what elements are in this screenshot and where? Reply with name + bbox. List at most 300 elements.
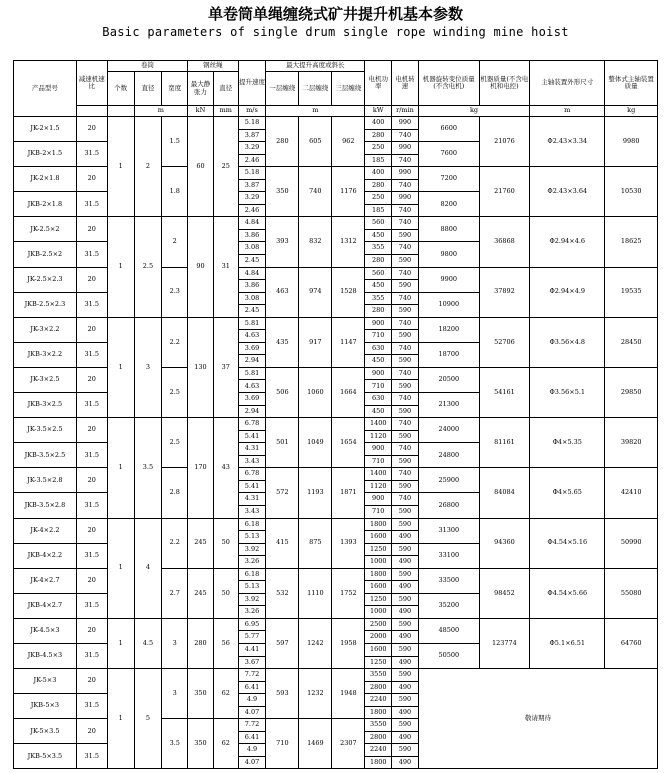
lift-3-cell: 1147 — [332, 317, 365, 367]
ratio-cell: 31.5 — [76, 593, 107, 618]
motor-power-cell: 900 — [365, 443, 392, 456]
rope-diameter-cell: 25 — [213, 117, 238, 217]
ratio-cell: 20 — [76, 317, 107, 342]
model-cell: JKB-3.5×2.8 — [14, 493, 77, 518]
drum-width-cell: 3 — [162, 618, 188, 668]
shaft-size-cell: Φ2.94×4.9 — [530, 267, 605, 317]
motor-power-cell: 355 — [365, 242, 392, 255]
shaft-size-cell: Φ4.54×5.66 — [530, 568, 605, 618]
motor-power-cell: 710 — [365, 380, 392, 393]
lift-2-cell: 1242 — [299, 618, 332, 668]
motor-power-cell: 1000 — [365, 556, 392, 569]
lift-3-cell: 2307 — [332, 719, 365, 769]
drum-width-cell: 2.7 — [162, 568, 188, 618]
shaft-size-cell: Φ3.56×4.8 — [530, 317, 605, 367]
rope-tension-cell: 350 — [188, 719, 214, 769]
rope-diameter-cell: 50 — [213, 568, 238, 618]
lift-2-cell: 875 — [299, 518, 332, 568]
drum-width-cell: 2.3 — [162, 267, 188, 317]
model-cell: JK-4×2.2 — [14, 518, 77, 543]
machine-mass-cell: 21760 — [479, 167, 529, 217]
motor-speed-cell: 590 — [392, 719, 419, 732]
motor-speed-cell: 990 — [392, 192, 419, 205]
speed-cell: 7.72 — [238, 719, 266, 732]
speed-cell: 5.18 — [238, 167, 266, 180]
ratio-cell: 31.5 — [76, 342, 107, 367]
lift-2-cell: 1110 — [299, 568, 332, 618]
motor-power-cell: 185 — [365, 204, 392, 217]
unit-shaft-size: m — [530, 106, 605, 117]
lift-1-cell: 532 — [266, 568, 299, 618]
shaft-size-cell: Φ5.1×6.51 — [530, 618, 605, 668]
speed-cell: 2.94 — [238, 355, 266, 368]
motor-power-cell: 400 — [365, 117, 392, 130]
motor-power-cell: 630 — [365, 393, 392, 406]
motor-power-cell: 560 — [365, 217, 392, 230]
lift-3-cell: 1871 — [332, 468, 365, 518]
motor-speed-cell: 740 — [392, 242, 419, 255]
page-subtitle: Basic parameters of single drum single rope winding mine hoist — [102, 25, 569, 39]
rope-diameter-cell: 37 — [213, 317, 238, 417]
motor-speed-cell: 590 — [392, 669, 419, 682]
motor-power-cell: 1120 — [365, 430, 392, 443]
motor-power-cell: 250 — [365, 142, 392, 155]
model-cell: JKB-2.5×2 — [14, 242, 77, 267]
motor-power-cell: 2800 — [365, 731, 392, 744]
header-drum-count: 个数 — [107, 72, 134, 106]
table-row — [14, 117, 658, 130]
motor-speed-cell: 590 — [392, 229, 419, 242]
ratio-cell: 31.5 — [76, 493, 107, 518]
lift-1-cell: 710 — [266, 719, 299, 769]
lift-3-cell: 1664 — [332, 367, 365, 417]
unit-mass: kg — [418, 106, 529, 117]
model-cell: JKB-3×2.5 — [14, 393, 77, 418]
motor-power-cell: 1600 — [365, 531, 392, 544]
motor-power-cell: 2000 — [365, 631, 392, 644]
drum-diameter-cell: 3.5 — [134, 418, 162, 518]
motor-power-cell: 900 — [365, 317, 392, 330]
speed-cell: 5.13 — [238, 581, 266, 594]
header-lift-1: 一层缠绕 — [266, 72, 299, 106]
header-lift: 最大提升高度或斜长 — [266, 61, 365, 72]
drum-width-cell: 3 — [162, 669, 188, 719]
speed-cell: 6.18 — [238, 518, 266, 531]
model-cell: JK-3×2.5 — [14, 367, 77, 392]
speed-cell: 4.31 — [238, 493, 266, 506]
lift-1-cell: 350 — [266, 167, 299, 217]
speed-cell: 6.78 — [238, 418, 266, 431]
ratio-cell: 20 — [76, 568, 107, 593]
drum-width-cell: 1.8 — [162, 167, 188, 217]
ratio-cell: 20 — [76, 719, 107, 744]
lift-1-cell: 506 — [266, 367, 299, 417]
speed-cell: 3.69 — [238, 393, 266, 406]
speed-cell: 3.87 — [238, 179, 266, 192]
ratio-cell: 20 — [76, 367, 107, 392]
motor-speed-cell: 990 — [392, 167, 419, 180]
unit-rope-dia: mm — [213, 106, 238, 117]
rot-mass-cell: 6600 — [418, 117, 479, 142]
motor-speed-cell: 590 — [392, 305, 419, 318]
ratio-cell: 20 — [76, 217, 107, 242]
motor-power-cell: 1600 — [365, 581, 392, 594]
motor-speed-cell: 590 — [392, 380, 419, 393]
machine-mass-cell: 84084 — [479, 468, 529, 518]
motor-speed-cell: 740 — [392, 217, 419, 230]
lift-2-cell: 917 — [299, 317, 332, 367]
motor-speed-cell: 490 — [392, 756, 419, 769]
rope-diameter-cell: 62 — [213, 669, 238, 719]
rot-mass-cell: 20500 — [418, 367, 479, 392]
speed-cell: 4.63 — [238, 330, 266, 343]
motor-speed-cell: 740 — [392, 468, 419, 481]
model-cell: JK-2.5×2.3 — [14, 267, 77, 292]
lift-3-cell: 1528 — [332, 267, 365, 317]
speed-cell: 3.43 — [238, 505, 266, 518]
shaft-mass-cell: 28450 — [605, 317, 658, 367]
lift-3-cell: 1948 — [332, 669, 365, 719]
lift-3-cell: 1393 — [332, 518, 365, 568]
motor-speed-cell: 590 — [392, 455, 419, 468]
motor-speed-cell: 490 — [392, 581, 419, 594]
unit-motor-speed: r/min — [392, 106, 419, 117]
machine-mass-cell: 123774 — [479, 618, 529, 668]
drum-diameter-cell: 3 — [134, 317, 162, 417]
drum-width-cell: 3.5 — [162, 719, 188, 769]
motor-speed-cell: 740 — [392, 292, 419, 305]
motor-speed-cell: 490 — [392, 556, 419, 569]
lift-2-cell: 740 — [299, 167, 332, 217]
speed-cell: 3.69 — [238, 342, 266, 355]
speed-cell: 3.26 — [238, 606, 266, 619]
lift-1-cell: 463 — [266, 267, 299, 317]
motor-speed-cell: 490 — [392, 731, 419, 744]
model-cell: JKB-5×3.5 — [14, 744, 77, 769]
motor-power-cell: 2240 — [365, 744, 392, 757]
motor-speed-cell: 740 — [392, 443, 419, 456]
motor-power-cell: 355 — [365, 292, 392, 305]
parameter-table — [13, 60, 658, 769]
header-machine-mass: 机器质量(不含电机和电控) — [479, 61, 529, 106]
shaft-mass-cell: 9980 — [605, 117, 658, 167]
rope-tension-cell: 60 — [188, 117, 214, 217]
shaft-size-cell: Φ3.56×5.1 — [530, 367, 605, 417]
model-cell: JK-5×3.5 — [14, 719, 77, 744]
unit-drum: m — [134, 106, 188, 117]
table-row — [14, 618, 658, 631]
lift-2-cell: 1193 — [299, 468, 332, 518]
rot-mass-cell: 21300 — [418, 393, 479, 418]
speed-cell: 3.29 — [238, 192, 266, 205]
rope-tension-cell: 245 — [188, 568, 214, 618]
header-rope-tension: 最大静张力 — [188, 72, 214, 106]
rot-mass-cell: 48500 — [418, 618, 479, 643]
speed-cell: 5.41 — [238, 430, 266, 443]
drum-width-cell: 2.5 — [162, 418, 188, 468]
speed-cell: 4.63 — [238, 380, 266, 393]
motor-power-cell: 1800 — [365, 568, 392, 581]
rot-mass-cell: 8800 — [418, 217, 479, 242]
motor-power-cell: 560 — [365, 267, 392, 280]
drum-width-cell: 2.5 — [162, 367, 188, 417]
motor-speed-cell: 740 — [392, 418, 419, 431]
motor-speed-cell: 590 — [392, 505, 419, 518]
header-rope: 钢丝绳 — [188, 61, 238, 72]
machine-mass-cell: 36868 — [479, 217, 529, 267]
drum-width-cell: 1.5 — [162, 117, 188, 167]
speed-cell: 3.92 — [238, 543, 266, 556]
shaft-mass-cell: 42410 — [605, 468, 658, 518]
motor-speed-cell: 490 — [392, 706, 419, 719]
ratio-cell: 31.5 — [76, 393, 107, 418]
machine-mass-cell: 52706 — [479, 317, 529, 367]
motor-power-cell: 400 — [365, 167, 392, 180]
drum-count-cell: 1 — [107, 618, 134, 668]
motor-power-cell: 280 — [365, 305, 392, 318]
drum-diameter-cell: 5 — [134, 669, 162, 769]
drum-count-cell: 1 — [107, 117, 134, 217]
lift-2-cell: 1469 — [299, 719, 332, 769]
lift-1-cell: 393 — [266, 217, 299, 267]
header-rope-diameter: 直径 — [213, 72, 238, 106]
machine-mass-cell: 21076 — [479, 117, 529, 167]
shaft-mass-cell: 18625 — [605, 217, 658, 267]
lift-1-cell: 597 — [266, 618, 299, 668]
rot-mass-cell: 33100 — [418, 543, 479, 568]
unit-lift: m — [266, 106, 365, 117]
speed-cell: 3.87 — [238, 129, 266, 142]
motor-speed-cell: 740 — [392, 154, 419, 167]
ratio-cell: 20 — [76, 418, 107, 443]
motor-power-cell: 3550 — [365, 719, 392, 732]
rot-mass-cell: 18700 — [418, 342, 479, 367]
machine-mass-cell: 94360 — [479, 518, 529, 568]
speed-cell: 3.08 — [238, 292, 266, 305]
model-cell: JKB-2.5×2.3 — [14, 292, 77, 317]
header-lift-3: 三层缠绕 — [332, 72, 365, 106]
model-cell: JK-3.5×2.8 — [14, 468, 77, 493]
motor-power-cell: 185 — [365, 154, 392, 167]
motor-power-cell: 1250 — [365, 656, 392, 669]
rot-mass-cell: 35200 — [418, 593, 479, 618]
drum-count-cell: 1 — [107, 317, 134, 417]
motor-power-cell: 2800 — [365, 681, 392, 694]
machine-mass-cell: 37892 — [479, 267, 529, 317]
motor-speed-cell: 990 — [392, 117, 419, 130]
unit-drum-count — [107, 106, 134, 117]
motor-speed-cell: 590 — [392, 330, 419, 343]
unit-motor-power: kW — [365, 106, 392, 117]
motor-speed-cell: 740 — [392, 179, 419, 192]
unit-speed: m/s — [238, 106, 266, 117]
speed-cell: 6.78 — [238, 468, 266, 481]
rope-tension-cell: 245 — [188, 518, 214, 568]
header-lift-2: 二层缠绕 — [299, 72, 332, 106]
lift-2-cell: 1049 — [299, 418, 332, 468]
speed-cell: 3.86 — [238, 229, 266, 242]
speed-cell: 4.31 — [238, 443, 266, 456]
motor-speed-cell: 740 — [392, 129, 419, 142]
motor-speed-cell: 590 — [392, 543, 419, 556]
rot-mass-cell: 31300 — [418, 518, 479, 543]
motor-speed-cell: 490 — [392, 606, 419, 619]
rope-tension-cell: 90 — [188, 217, 214, 317]
shaft-size-cell: Φ4.54×5.16 — [530, 518, 605, 568]
ratio-cell: 20 — [76, 518, 107, 543]
rope-diameter-cell: 62 — [213, 719, 238, 769]
speed-cell: 5.81 — [238, 367, 266, 380]
rope-diameter-cell: 56 — [213, 618, 238, 668]
rot-mass-cell: 7600 — [418, 142, 479, 167]
motor-power-cell: 450 — [365, 229, 392, 242]
motor-power-cell: 2500 — [365, 618, 392, 631]
speed-cell: 4.07 — [238, 706, 266, 719]
header-speed: 提升速度 — [238, 61, 266, 106]
page-title: 单卷筒单绳缠绕式矿井提升机基本参数 — [207, 5, 463, 23]
header-shaft-size: 主轴装置外形尺寸 — [530, 61, 605, 106]
speed-cell: 5.77 — [238, 631, 266, 644]
motor-power-cell: 710 — [365, 330, 392, 343]
lift-1-cell: 572 — [266, 468, 299, 518]
model-cell: JK-3×2.2 — [14, 317, 77, 342]
ratio-cell: 31.5 — [76, 292, 107, 317]
motor-speed-cell: 490 — [392, 531, 419, 544]
rot-mass-cell: 26800 — [418, 493, 479, 518]
lift-2-cell: 1060 — [299, 367, 332, 417]
ratio-cell: 31.5 — [76, 443, 107, 468]
speed-cell: 4.84 — [238, 217, 266, 230]
ratio-cell: 31.5 — [76, 694, 107, 719]
speed-cell: 3.43 — [238, 455, 266, 468]
motor-speed-cell: 740 — [392, 367, 419, 380]
model-cell: JKB-3×2.2 — [14, 342, 77, 367]
motor-power-cell: 630 — [365, 342, 392, 355]
shaft-mass-cell: 19535 — [605, 267, 658, 317]
motor-power-cell: 450 — [365, 405, 392, 418]
rope-diameter-cell: 50 — [213, 518, 238, 568]
lift-3-cell: 1312 — [332, 217, 365, 267]
drum-width-cell: 2 — [162, 217, 188, 267]
motor-power-cell: 280 — [365, 179, 392, 192]
shaft-mass-cell: 29850 — [605, 367, 658, 417]
speed-cell: 2.94 — [238, 405, 266, 418]
pending-note: 敬请期待 — [418, 669, 657, 769]
unit-ratio — [76, 106, 107, 117]
motor-power-cell: 1400 — [365, 468, 392, 481]
lift-3-cell: 1958 — [332, 618, 365, 668]
ratio-cell: 31.5 — [76, 192, 107, 217]
ratio-cell: 20 — [76, 167, 107, 192]
machine-mass-cell: 81161 — [479, 418, 529, 468]
motor-speed-cell: 590 — [392, 255, 419, 268]
speed-cell: 2.46 — [238, 154, 266, 167]
model-cell: JK-2×1.8 — [14, 167, 77, 192]
motor-power-cell: 450 — [365, 355, 392, 368]
speed-cell: 2.46 — [238, 204, 266, 217]
motor-speed-cell: 590 — [392, 405, 419, 418]
lift-2-cell: 974 — [299, 267, 332, 317]
motor-speed-cell: 590 — [392, 643, 419, 656]
drum-count-cell: 1 — [107, 217, 134, 317]
speed-cell: 5.13 — [238, 531, 266, 544]
model-cell: JKB-5×3 — [14, 694, 77, 719]
model-cell: JK-4×2.7 — [14, 568, 77, 593]
lift-1-cell: 501 — [266, 418, 299, 468]
motor-power-cell: 280 — [365, 129, 392, 142]
motor-speed-cell: 740 — [392, 204, 419, 217]
motor-speed-cell: 590 — [392, 480, 419, 493]
rot-mass-cell: 33500 — [418, 568, 479, 593]
rope-tension-cell: 170 — [188, 418, 214, 518]
header-rot-mass: 机器旋转变位质量(不含电机) — [418, 61, 479, 106]
ratio-cell: 31.5 — [76, 643, 107, 668]
ratio-cell: 20 — [76, 117, 107, 142]
motor-power-cell: 1800 — [365, 756, 392, 769]
motor-power-cell: 1800 — [365, 518, 392, 531]
motor-power-cell: 1120 — [365, 480, 392, 493]
motor-speed-cell: 590 — [392, 744, 419, 757]
model-cell: JKB-2×1.5 — [14, 142, 77, 167]
model-cell: JKB-2×1.8 — [14, 192, 77, 217]
shaft-mass-cell: 55080 — [605, 568, 658, 618]
shaft-size-cell: Φ2.43×3.34 — [530, 117, 605, 167]
rot-mass-cell: 9900 — [418, 267, 479, 292]
table-row — [14, 518, 658, 531]
shaft-size-cell: Φ2.94×4.6 — [530, 217, 605, 267]
table-body — [14, 61, 658, 769]
rope-tension-cell: 280 — [188, 618, 214, 668]
motor-speed-cell: 740 — [392, 393, 419, 406]
motor-power-cell: 1250 — [365, 593, 392, 606]
speed-cell: 6.95 — [238, 618, 266, 631]
speed-cell: 3.67 — [238, 656, 266, 669]
drum-diameter-cell: 2.5 — [134, 217, 162, 317]
rope-diameter-cell: 43 — [213, 418, 238, 518]
drum-width-cell: 2.2 — [162, 317, 188, 367]
motor-power-cell: 450 — [365, 280, 392, 293]
motor-power-cell: 3550 — [365, 669, 392, 682]
motor-speed-cell: 590 — [392, 568, 419, 581]
drum-count-cell: 1 — [107, 418, 134, 518]
machine-mass-cell: 98452 — [479, 568, 529, 618]
shaft-mass-cell: 39820 — [605, 418, 658, 468]
lift-3-cell: 1654 — [332, 418, 365, 468]
rot-mass-cell: 10900 — [418, 292, 479, 317]
motor-power-cell: 1600 — [365, 643, 392, 656]
lift-1-cell: 280 — [266, 117, 299, 167]
motor-speed-cell: 590 — [392, 355, 419, 368]
speed-cell: 5.41 — [238, 480, 266, 493]
rot-mass-cell: 24000 — [418, 418, 479, 443]
model-cell: JKB-4×2.2 — [14, 543, 77, 568]
lift-2-cell: 1232 — [299, 669, 332, 719]
speed-cell: 3.08 — [238, 242, 266, 255]
shaft-size-cell: Φ4×5.65 — [530, 468, 605, 518]
speed-cell: 4.07 — [238, 756, 266, 769]
model-cell: JK-2×1.5 — [14, 117, 77, 142]
lift-1-cell: 435 — [266, 317, 299, 367]
speed-cell: 4.9 — [238, 694, 266, 707]
speed-cell: 2.45 — [238, 305, 266, 318]
drum-count-cell: 1 — [107, 518, 134, 618]
motor-speed-cell: 740 — [392, 267, 419, 280]
motor-speed-cell: 490 — [392, 656, 419, 669]
speed-cell: 3.29 — [238, 142, 266, 155]
table-row — [14, 317, 658, 330]
model-cell: JK-2.5×2 — [14, 217, 77, 242]
shaft-size-cell: Φ2.43×3.64 — [530, 167, 605, 217]
